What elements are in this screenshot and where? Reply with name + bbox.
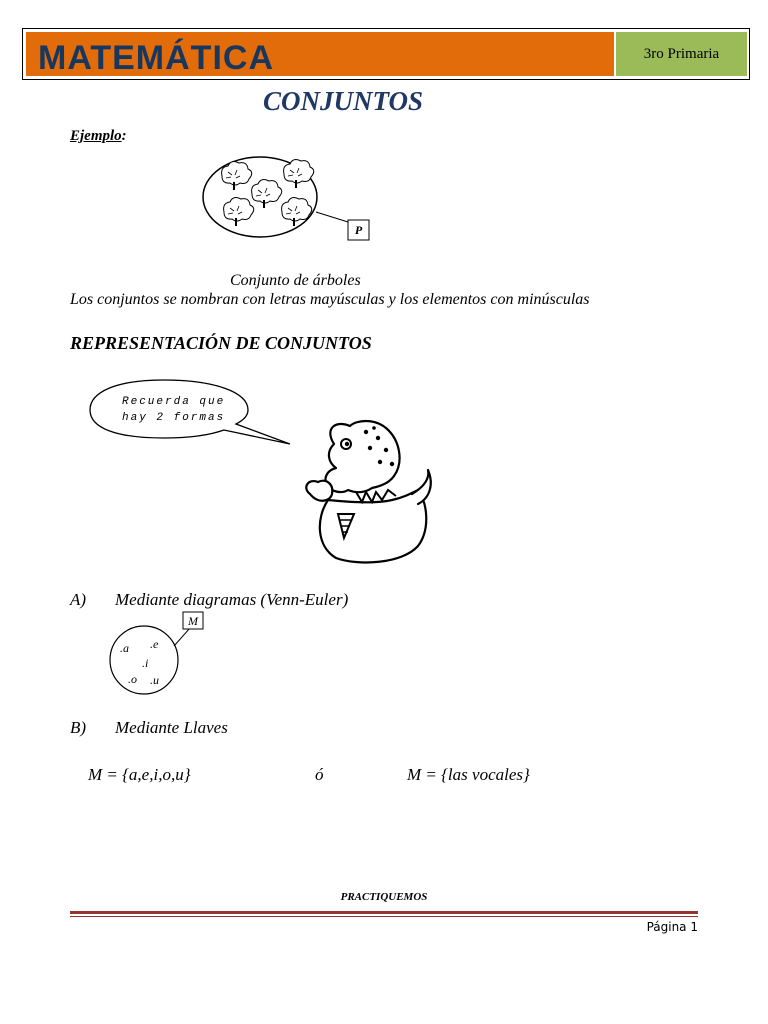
bubble-text-line1: Recuerda que xyxy=(122,396,226,408)
footer-rule-thick xyxy=(70,911,698,914)
venn-element-i: .i xyxy=(142,656,149,670)
method-b xyxy=(70,718,228,738)
venn-element-o: .o xyxy=(128,672,137,686)
venn-diagram xyxy=(106,610,216,695)
set-label-connector xyxy=(316,212,348,222)
tree-set-diagram xyxy=(198,152,378,247)
footer-rule-thin xyxy=(70,916,698,917)
notation-or: ó xyxy=(315,765,324,784)
set-notation-extension: M = {a,e,i,o,u} xyxy=(88,765,191,784)
venn-element-e: .e xyxy=(150,637,159,651)
bubble-text-line2: hay 2 formas xyxy=(122,412,226,424)
dinosaur-icon xyxy=(306,421,430,562)
caption-naming-rule: Los conjuntos se nombran con letras mayúsculas y los elementos con minúsculas xyxy=(70,291,590,308)
venn-element-a: .a xyxy=(120,641,129,655)
page-title: CONJUNTOS xyxy=(262,86,424,116)
method-b-marker: B) xyxy=(70,718,87,737)
method-b-text: Mediante Llaves xyxy=(115,718,228,737)
example-label xyxy=(70,128,127,145)
practice-heading: PRACTIQUEMOS xyxy=(340,891,428,903)
venn-element-u: .u xyxy=(150,673,159,687)
set-notation-comprehension: M = {las vocales} xyxy=(407,765,530,784)
example-label-colon: : xyxy=(121,128,127,144)
caption-set-of-trees: Conjunto de árboles xyxy=(230,272,361,289)
grade-label: 3ro Primaria xyxy=(643,46,720,62)
section-heading: REPRESENTACIÓN DE CONJUNTOS xyxy=(70,333,372,353)
dinosaur-illustration xyxy=(296,418,434,566)
page-number: Página 1 xyxy=(646,920,698,934)
set-label: P xyxy=(354,223,363,237)
venn-label-connector xyxy=(174,628,190,646)
method-a-marker: A) xyxy=(70,590,87,609)
method-a-text: Mediante diagramas (Venn-Euler) xyxy=(115,590,349,609)
example-label-text: Ejemplo xyxy=(70,128,122,144)
venn-label: M xyxy=(188,614,198,628)
method-a xyxy=(70,590,348,610)
subject-title: MATEMÁTICA xyxy=(38,39,274,77)
dinosaur-pupil xyxy=(345,442,349,446)
